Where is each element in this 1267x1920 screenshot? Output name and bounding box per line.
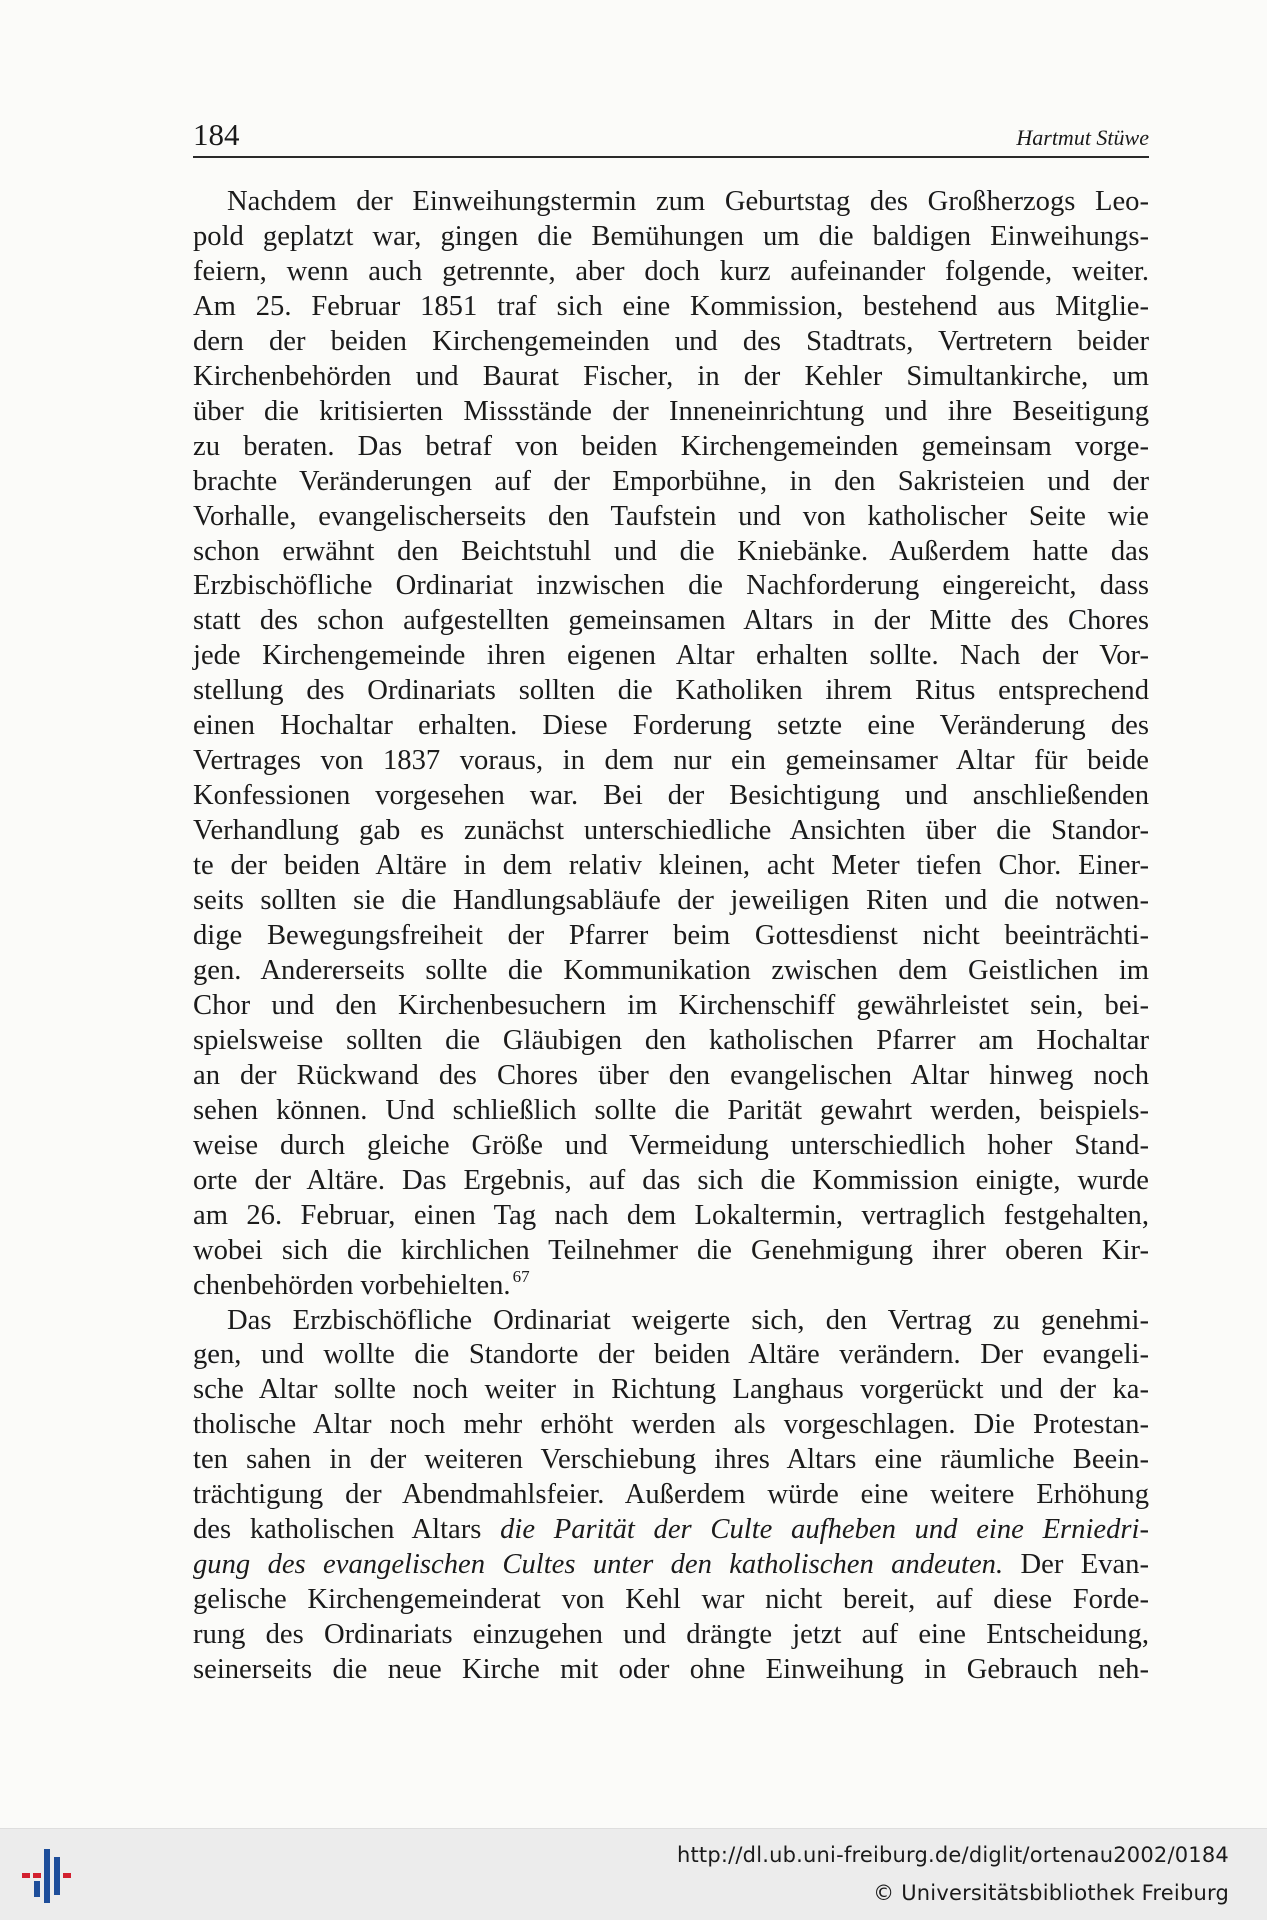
text-line: te der beiden Altäre in dem relativ kleinen, acht Meter tiefen Chor. Einer- xyxy=(193,850,1149,882)
text-line: Erzbischöfliche Ordinariat inzwischen die Nachforderung eingereicht, dass xyxy=(193,570,1149,602)
text-line: feiern, wenn auch getrennte, aber doch kurz aufeinander folgende, weiter. xyxy=(193,255,1149,287)
paragraph-2 xyxy=(193,1304,1149,1688)
text-line: am 26. Februar, einen Tag nach dem Lokaltermin, vertraglich festgehalten, xyxy=(193,1199,1149,1231)
text-line-mixed xyxy=(193,1513,1149,1548)
text-line: dern der beiden Kirchengemeinden und des Stadtrats, Vertretern beider xyxy=(193,325,1149,357)
text-line: seits sollten sie die Handlungsabläufe der jeweiligen Riten und die notwen- xyxy=(193,885,1149,917)
text-line-content: chenbehörden vorbehielten. xyxy=(193,1269,511,1301)
text-line: statt des schon aufgestellten gemeinsamen Altars in der Mitte des Chores xyxy=(193,605,1149,637)
text-line: Nachdem der Einweihungstermin zum Geburtstag des Großherzogs Leo- xyxy=(227,186,1149,217)
text-line: einen Hochaltar erhalten. Diese Forderung setzte eine Veränderung des xyxy=(193,710,1149,742)
text-line: gelische Kirchengemeinderat von Kehl war nicht bereit, auf diese Forde- xyxy=(193,1584,1149,1616)
text-normal: Der Evan- xyxy=(1003,1549,1150,1581)
ub-freiburg-logo-icon[interactable] xyxy=(20,1847,78,1905)
text-line: gen. Andererseits sollte die Kommunikation zwischen dem Geistlichen im xyxy=(193,954,1149,986)
quoted-text-italic: gung des evangelischen Cultes unter den katholischen andeuten. xyxy=(193,1549,1004,1581)
text-line: brachte Veränderungen auf der Emporbühne, in den Sakristeien und der xyxy=(193,465,1149,497)
text-line: schon erwähnt den Beichtstuhl und die Kniebänke. Außerdem hatte das xyxy=(193,535,1149,567)
text-line: sche Altar sollte noch weiter in Richtung Langhaus vorgerückt und der ka- xyxy=(193,1374,1149,1406)
text-normal: des katholischen Altars xyxy=(193,1514,501,1546)
text-line: tholische Altar noch mehr erhöht werden als vorgeschlagen. Die Protestan- xyxy=(193,1409,1149,1441)
text-line: Am 25. Februar 1851 traf sich eine Kommission, bestehend aus Mitglie- xyxy=(193,290,1149,322)
text-line: über die kritisierten Missstände der Inneneinrichtung und ihre Beseitigung xyxy=(193,395,1149,427)
text-line: Vorhalle, evangelischerseits den Taufstein und von katholischer Seite wie xyxy=(193,500,1149,532)
text-line-mixed xyxy=(193,1548,1149,1583)
text-line: seinerseits die neue Kirche mit oder ohne Einweihung in Gebrauch neh- xyxy=(193,1654,1149,1686)
copyright-notice: © Universitätsbibliothek Freiburg xyxy=(873,1881,1229,1905)
text-line: gen, und wollte die Standorte der beiden Altäre verändern. Der evangeli- xyxy=(193,1339,1149,1371)
text-line: Kirchenbehörden und Baurat Fischer, in der Kehler Simultankirche, um xyxy=(193,360,1149,392)
text-line: rung des Ordinariats einzugehen und drängte jetzt auf eine Entscheidung, xyxy=(193,1619,1149,1651)
text-line: Vertrages von 1837 voraus, in dem nur ein gemeinsamer Altar für beide xyxy=(193,745,1149,777)
text-line: Konfessionen vorgesehen war. Bei der Besichtigung und anschließenden xyxy=(193,780,1149,812)
text-line: wobei sich die kirchlichen Teilnehmer die Genehmigung ihrer oberen Kir- xyxy=(193,1234,1149,1266)
permalink-url[interactable]: http://dl.ub.uni-freiburg.de/diglit/ortenau2002/0184 xyxy=(676,1843,1229,1867)
text-line: orte der Altäre. Das Ergebnis, auf das sich die Kommission einigte, wurde xyxy=(193,1164,1149,1196)
body-text xyxy=(193,185,1149,1688)
text-line: pold geplatzt war, gingen die Bemühungen um die baldigen Einweihungs- xyxy=(193,220,1149,252)
text-line: zu beraten. Das betraf von beiden Kirchengemeinden gemeinsam vorge- xyxy=(193,430,1149,462)
footnote-ref[interactable]: 67 xyxy=(512,1266,530,1286)
text-line: dige Bewegungsfreiheit der Pfarrer beim Gottesdienst nicht beeinträchti- xyxy=(193,920,1149,952)
text-line: stellung des Ordinariats sollten die Katholiken ihrem Ritus entsprechend xyxy=(193,675,1149,707)
paragraph-1 xyxy=(193,185,1149,1304)
text-line: an der Rückwand des Chores über den evangelischen Altar hinweg noch xyxy=(193,1059,1149,1091)
quoted-text-italic: die Parität der Culte aufheben und eine Erniedri- xyxy=(500,1514,1149,1546)
text-line: ten sahen in der weiteren Verschiebung ihres Altars eine räumliche Beein- xyxy=(193,1444,1149,1476)
text-line-last xyxy=(193,1266,1149,1304)
page-header xyxy=(193,112,1149,158)
text-line: sehen können. Und schließlich sollte die Parität gewahrt werden, beispiels- xyxy=(193,1094,1149,1126)
text-line: Das Erzbischöfliche Ordinariat weigerte sich, den Vertrag zu genehmi- xyxy=(227,1304,1149,1336)
text-line: jede Kirchengemeinde ihren eigenen Altar erhalten sollte. Nach der Vor- xyxy=(193,640,1149,672)
text-line: Verhandlung gab es zunächst unterschiedliche Ansichten über die Standor- xyxy=(193,815,1149,847)
text-line: weise durch gleiche Größe und Vermeidung unterschiedlich hoher Stand- xyxy=(193,1129,1149,1161)
text-line: trächtigung der Abendmahlsfeier. Außerdem würde eine weitere Erhöhung xyxy=(193,1479,1149,1511)
text-line: spielsweise sollten die Gläubigen den katholischen Pfarrer am Hochaltar xyxy=(193,1024,1149,1056)
text-line: Chor und den Kirchenbesuchern im Kirchenschiff gewährleistet sein, bei- xyxy=(193,989,1149,1021)
running-head-author: Hartmut Stüwe xyxy=(1016,125,1149,150)
footer-bar xyxy=(0,1828,1267,1920)
page-number: 184 xyxy=(193,117,240,152)
